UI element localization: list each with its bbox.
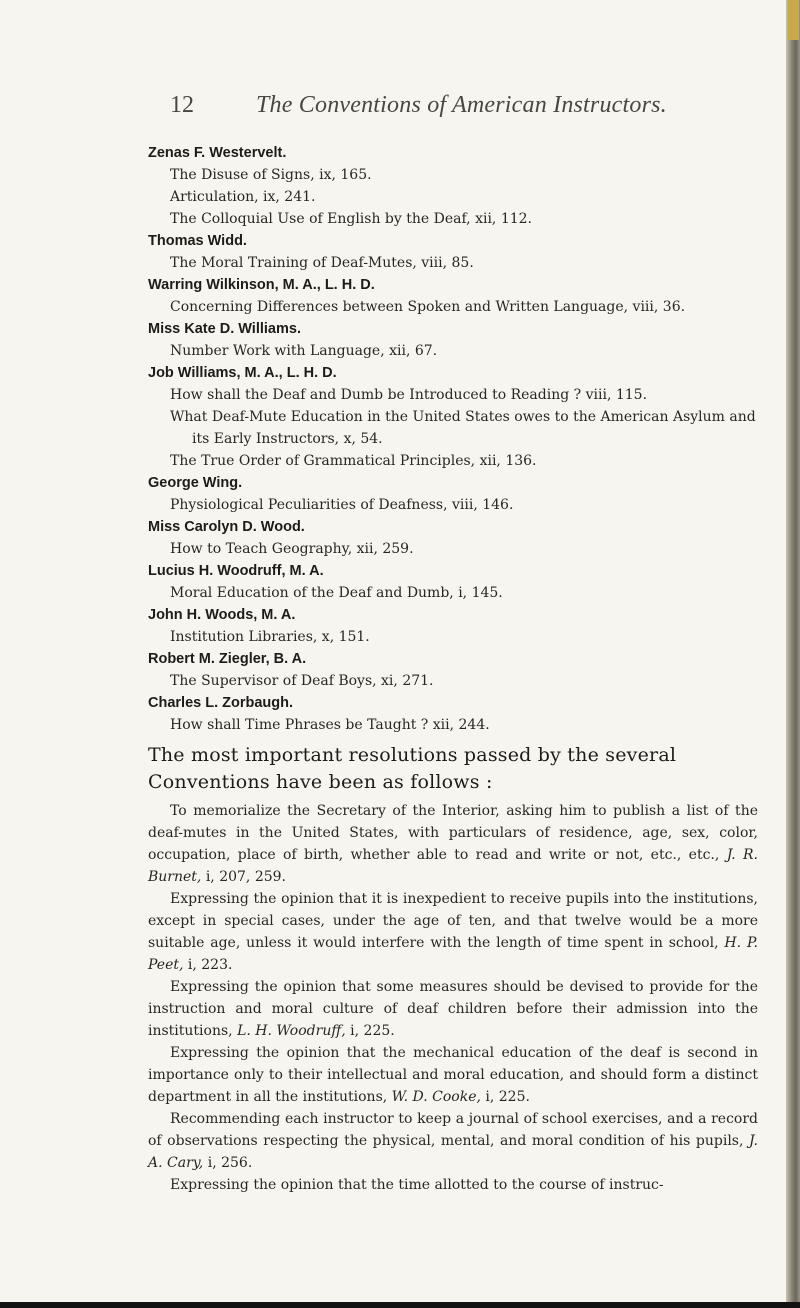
resolution-citation: H. P. Peet, [148,935,758,973]
author-name: Warring Wilkinson, M. A., L. H. D. [148,277,375,293]
scan-bottom-edge [0,1302,800,1308]
resolution-text: Recommending each instructor to keep a journal of school exercises, and a record of observations respecting the physical, mental, and moral condition of his pupils, [148,1111,758,1149]
resolution-paragraph [148,1108,758,1174]
work-entry: Institution Libraries, x, 151. [170,629,370,645]
resolution-reference: i, 225. [485,1089,530,1105]
resolution-paragraph [148,888,758,976]
resolution-reference: i, 223. [187,957,233,973]
author-name: Thomas Widd. [148,233,247,249]
author-name: Miss Carolyn D. Wood. [148,519,305,535]
work-entry: Number Work with Language, xii, 67. [170,343,438,359]
resolution-paragraph [148,976,758,1042]
running-title: The Conventions of American Instructors. [256,92,667,118]
author-name: Miss Kate D. Williams. [148,321,301,337]
work-entry: The Disuse of Signs, ix, 165. [170,167,372,183]
resolution-text: Expressing the opinion that the time allotted to the course of instruc- [170,1177,664,1193]
work-entry: How shall the Deaf and Dumb be Introduced to Reading ? viii, 115. [170,387,648,403]
resolution-reference: i, 256. [207,1155,253,1171]
page-content [148,142,758,1196]
work-entry: How to Teach Geography, xii, 259. [170,541,414,557]
resolution-citation: J. A. Cary, [148,1133,758,1171]
author-name: George Wing. [148,475,243,491]
work-entry: Articulation, ix, 241. [170,189,316,205]
author-name: Job Williams, M. A., L. H. D. [148,365,337,381]
resolution-reference: i, 207, 259. [205,869,286,885]
page-number: 12 [170,92,194,118]
resolution-reference: i, 225. [350,1023,395,1039]
resolutions-heading: The most important resolutions passed by the several Conventions have been as follows : [148,744,677,793]
resolution-paragraph [148,1174,758,1196]
resolution-citation: J. R. Burnet, [148,847,758,885]
author-name: Robert M. Ziegler, B. A. [148,651,307,667]
resolution-citation: W. D. Cooke, [391,1089,481,1105]
resolution-citation: L. H. Woodruff, [237,1023,346,1039]
work-entry: Concerning Differences between Spoken and Written Language, viii, 36. [170,299,686,315]
work-entry: The Colloquial Use of English by the Deaf, xii, 112. [170,211,532,227]
edge-tab [788,0,799,40]
resolution-paragraph [148,1042,758,1108]
work-entry: The Supervisor of Deaf Boys, xi, 271. [170,673,434,689]
work-entry: Moral Education of the Deaf and Dumb, i, 145. [170,585,503,601]
work-entry: How shall Time Phrases be Taught ? xii, 244. [170,717,490,733]
resolution-text: Expressing the opinion that it is inexpedient to receive pupils into the institutions, except in special cases, under the age of ten, and that twelve would be a more suitable age, unless it would interfere with the length of time spent in school, [148,891,758,951]
resolution-text: To memorialize the Secretary of the Interior, asking him to publish a list of the deaf-mutes in the United States, with particulars of residence, age, sex, color, occupation, place of birth, whether able to read and write or not, etc., etc., [148,803,758,863]
book-spine-edge [786,0,800,1308]
author-name: Charles L. Zorbaugh. [148,695,294,711]
work-entry: What Deaf-Mute Education in the United States owes to the American Asylum and its Early Instructors, x, 54. [170,409,756,447]
page-header [0,92,786,122]
work-entry: Physiological Peculiarities of Deafness, viii, 146. [170,497,514,513]
author-name: John H. Woods, M. A. [148,607,296,623]
author-name: Lucius H. Woodruff, M. A. [148,563,324,579]
work-entry: The Moral Training of Deaf-Mutes, viii, 85. [170,255,474,271]
resolution-text: Expressing the opinion that the mechanical education of the deaf is second in importance only to their intellectual and moral education, and should form a distinct department in all the institutions, [148,1045,758,1105]
work-entry: The True Order of Grammatical Principles, xii, 136. [170,453,537,469]
author-name: Zenas F. Westervelt. [148,145,287,161]
resolution-text: Expressing the opinion that some measures should be devised to provide for the instruction and moral culture of deaf children before their admission into the institutions, [148,979,758,1039]
resolution-paragraph [148,800,758,888]
